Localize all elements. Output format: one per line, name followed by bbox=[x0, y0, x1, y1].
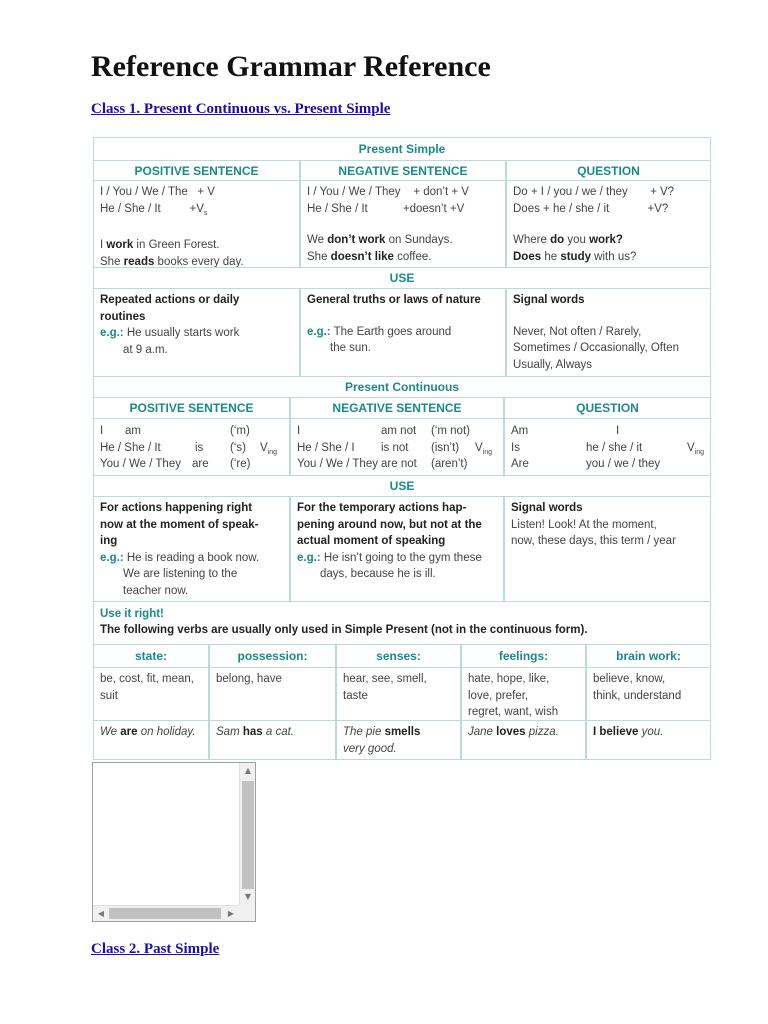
ps-negative-cell bbox=[300, 180, 506, 268]
pc-pos-be: is are bbox=[192, 441, 209, 470]
pc-negative-header: NEGATIVE SENTENCE bbox=[290, 397, 504, 419]
verb-list-row bbox=[93, 667, 711, 721]
pc-pos-am: am bbox=[125, 425, 141, 437]
pc-pos-subjects: I He / She / It You / We / They bbox=[100, 425, 181, 470]
horizontal-scrollbar[interactable] bbox=[93, 905, 239, 921]
pc-q-ving: $V_{ing}$ bbox=[687, 441, 705, 456]
verb-header-row bbox=[93, 644, 711, 668]
present-continuous-title: Present Continuous bbox=[344, 380, 459, 394]
ps-q-example-1: Where do you work? bbox=[513, 234, 623, 246]
pc-use-signal: Signal words Listen! Look! At the moment, now, these days, this term / year bbox=[504, 496, 711, 602]
ps-negative-header: NEGATIVE SENTENCE bbox=[300, 160, 506, 181]
verb-list-feelings: hate, hope, like, love, prefer, regret, want, wish bbox=[461, 667, 586, 721]
ps-q-form-1: Do + I / you / we / they + V? bbox=[513, 186, 675, 198]
ps-use-signal: Signal words Never, Not often / Rarely, Sometimes / Occasionally, Often Usually, Always bbox=[506, 288, 711, 377]
ps-header-row bbox=[93, 160, 711, 181]
ps-pos-example-1: I work in Green Forest. bbox=[100, 239, 220, 251]
ps-use-repeated: Repeated actions or daily routines e.g.: He usually starts work at 9 a.m. bbox=[93, 288, 300, 377]
ps-neg-example-2: She doesn’t like coffee. bbox=[307, 250, 432, 263]
page-title: Reference Grammar Reference bbox=[91, 50, 491, 83]
pc-use-temporary: For the temporary actions hap- pening around now, but not at the actual moment of speaking e.g.: He isn’t going to the gym these days, because he is ill. bbox=[290, 496, 504, 602]
horizontal-scroll-thumb[interactable] bbox=[109, 908, 221, 919]
verb-example-row bbox=[93, 720, 711, 760]
ps-question-cell bbox=[506, 180, 711, 268]
pc-positive-cell bbox=[93, 418, 290, 476]
verb-example-feelings: Jane loves pizza. bbox=[461, 720, 586, 760]
present-simple-title: Present Simple bbox=[358, 142, 446, 156]
scroll-up-arrow-icon[interactable]: ▲ bbox=[244, 766, 252, 775]
present-simple-band bbox=[93, 137, 711, 161]
scroll-right-arrow-icon[interactable]: ▶ bbox=[227, 909, 235, 918]
ps-neg-form-1: I / You / We / They + don’t + V bbox=[307, 186, 469, 198]
scroll-down-arrow-icon[interactable]: ▼ bbox=[244, 892, 252, 901]
use-it-right-box bbox=[93, 601, 711, 645]
pc-question-cell bbox=[504, 418, 711, 476]
ps-question-header: QUESTION bbox=[506, 160, 711, 181]
pc-question-header: QUESTION bbox=[504, 397, 711, 419]
scroll-left-arrow-icon[interactable]: ◀ bbox=[97, 909, 105, 918]
ps-neg-example-1: We don’t work on Sundays. bbox=[307, 234, 453, 246]
pc-neg-contractions: (‘m not) (isn’t) (aren’t) bbox=[431, 425, 470, 470]
ps-use-truths: General truths or laws of nature e.g.: The Earth goes around the sun. bbox=[300, 288, 506, 377]
pc-forms-row bbox=[93, 418, 711, 476]
use-it-right-note: The following verbs are usually only used in Simple Present (not in the continuous form). bbox=[100, 624, 588, 636]
verb-list-brain-work: believe, know, think, understand bbox=[586, 667, 711, 721]
verb-list-state: be, cost, fit, mean, suit bbox=[93, 667, 209, 721]
pc-pos-contractions: (‘m) (‘s) (‘re) bbox=[230, 425, 251, 470]
ps-q-example-2: Does he study with us? bbox=[513, 250, 637, 263]
verb-header-possession: possession: bbox=[209, 644, 336, 668]
verb-list-possession: belong, have bbox=[209, 667, 336, 721]
ps-use-band bbox=[93, 267, 711, 289]
vertical-scrollbar[interactable] bbox=[239, 763, 255, 905]
ps-positive-header: POSITIVE SENTENCE bbox=[93, 160, 300, 181]
scrollbar-corner bbox=[239, 905, 255, 921]
class-1-link[interactable]: Class 1. Present Continuous vs. Present Simple bbox=[91, 101, 391, 117]
pc-use-band bbox=[93, 475, 711, 497]
pc-use-now: For actions happening right now at the moment of speak- ing e.g.: He is reading a book now. We are listening to the teacher now. bbox=[93, 496, 290, 602]
vertical-scroll-thumb[interactable] bbox=[242, 781, 254, 889]
ps-positive-cell bbox=[93, 180, 300, 268]
verb-header-brain-work: brain work: bbox=[586, 644, 711, 668]
class-2-link[interactable]: Class 2. Past Simple bbox=[91, 941, 220, 957]
ps-use-row bbox=[93, 288, 711, 377]
pc-neg-subjects: I He / She / I You / We / They bbox=[297, 425, 378, 470]
pc-use-row bbox=[93, 496, 711, 602]
verb-header-feelings: feelings: bbox=[461, 644, 586, 668]
verb-header-state: state: bbox=[93, 644, 209, 668]
verb-example-state: We are on holiday. bbox=[93, 720, 209, 760]
verb-example-brain-work: I believe you. bbox=[586, 720, 711, 760]
grammar-reference-image bbox=[93, 135, 711, 761]
verb-example-possession: Sam has a cat. bbox=[209, 720, 336, 760]
ps-forms-row bbox=[93, 180, 711, 268]
pc-q-subjects: I he / she / it you / we / they bbox=[586, 425, 661, 470]
ps-pos-example-2: She reads books every day. bbox=[100, 255, 244, 268]
ps-pos-form-2: He / She / It $+V_s$ bbox=[100, 202, 208, 217]
ps-pos-form-1: I / You / We / The + V bbox=[100, 186, 215, 198]
ps-use-title: USE bbox=[389, 271, 415, 285]
pc-header-row bbox=[93, 397, 711, 419]
pc-pos-ving: $V_{ing}$ bbox=[260, 441, 278, 456]
verb-example-senses: The pie smells very good. bbox=[336, 720, 461, 760]
present-continuous-band bbox=[93, 376, 711, 398]
embedded-scroll-frame[interactable] bbox=[92, 762, 256, 922]
pc-negative-cell bbox=[290, 418, 504, 476]
pc-neg-ving: $V_{ing}$ bbox=[475, 441, 493, 456]
ps-neg-form-2: He / She / It +doesn’t +V bbox=[307, 202, 465, 215]
use-it-right-title: Use it right! bbox=[100, 608, 164, 620]
pc-neg-be: am not is not are not bbox=[381, 425, 417, 470]
verb-header-senses: senses: bbox=[336, 644, 461, 668]
ps-q-form-2: Does + he / she / it +V? bbox=[513, 202, 669, 215]
pc-q-be: Am Is Are bbox=[511, 425, 529, 470]
pc-positive-header: POSITIVE SENTENCE bbox=[93, 397, 290, 419]
pc-use-title: USE bbox=[389, 479, 415, 493]
verb-list-senses: hear, see, smell, taste bbox=[336, 667, 461, 721]
